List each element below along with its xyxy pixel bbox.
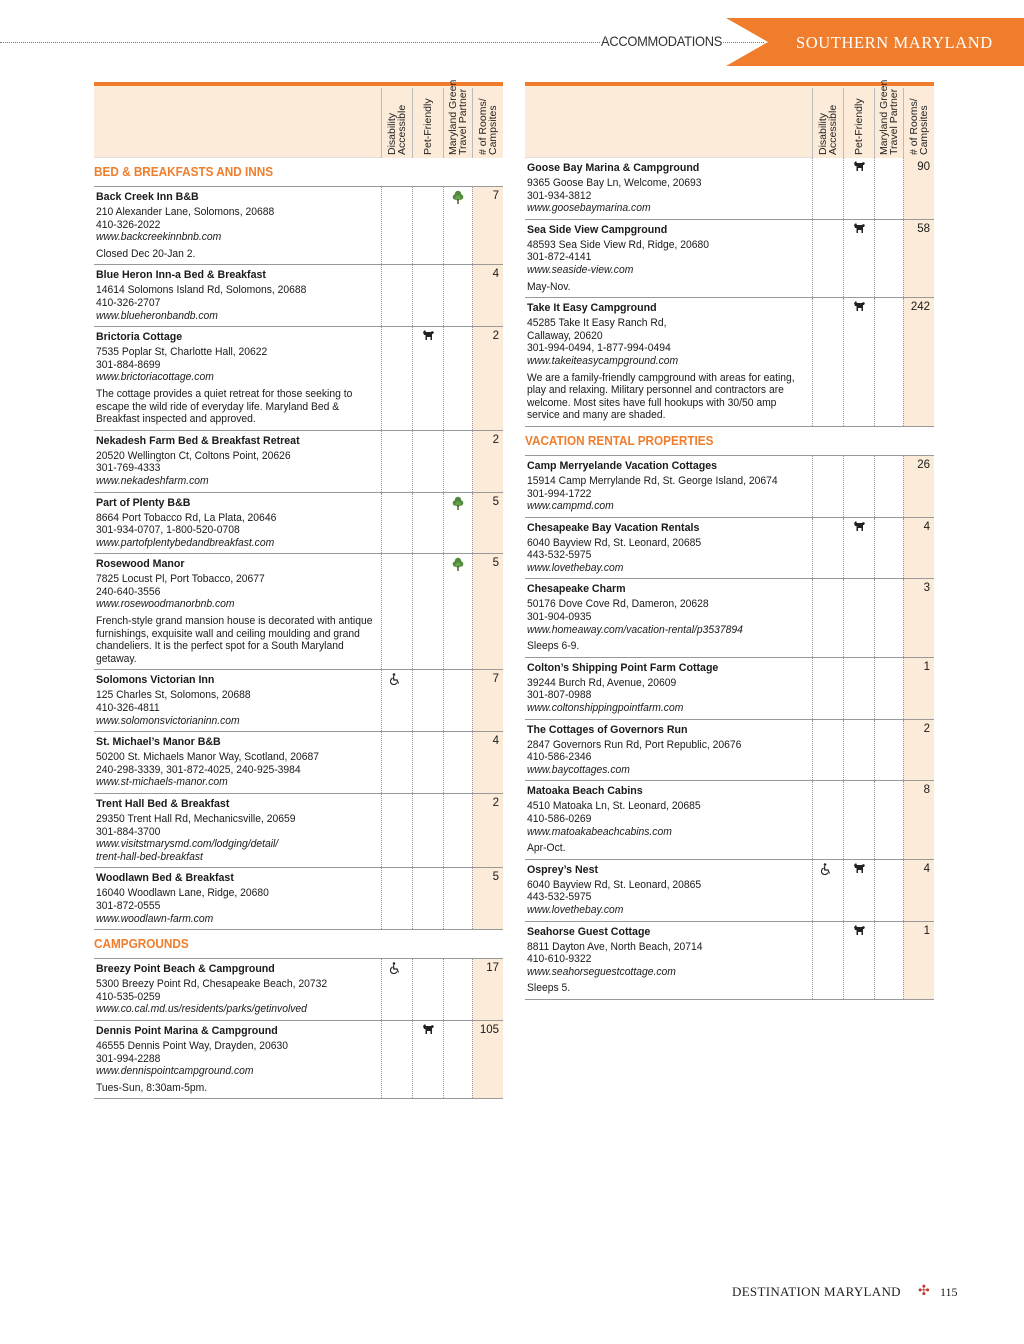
column-header-label: Pet-Friendly: [852, 98, 865, 155]
header-dotted-rule-2: [720, 42, 764, 43]
pet-cell: [412, 732, 443, 793]
listing-website-link[interactable]: www.baycottages.com: [527, 763, 630, 776]
listing-website-link[interactable]: www.lovethebay.com: [527, 561, 624, 574]
listing-details: [94, 327, 379, 430]
listing-phone: 301-994-0494, 1-877-994-0494: [527, 342, 671, 355]
listing-address: 50200 St. Michaels Manor Way, Scotland, 20687: [96, 751, 320, 764]
dog-icon: [853, 925, 866, 936]
green-cell: [443, 732, 472, 793]
listing-row: [94, 187, 503, 265]
accessible-cell: [812, 781, 843, 858]
green-cell: [443, 431, 472, 492]
listing-website-link[interactable]: www.campmd.com: [527, 500, 614, 513]
rooms-count: 4: [923, 520, 930, 533]
listing-row: [525, 298, 934, 427]
listing-website-link[interactable]: www.brictoriacottage.com: [96, 371, 214, 384]
green-cell: [443, 794, 472, 867]
listing-name: Osprey’s Nest: [527, 863, 599, 876]
listing-address: 15914 Camp Merrylande Rd, St. George Island, 20674: [527, 474, 778, 487]
column-header-rooms: [472, 88, 503, 158]
listing-row: [94, 265, 503, 327]
spacer: [96, 322, 379, 326]
pet-cell: [843, 781, 874, 858]
column-header-green-partner: [443, 79, 472, 158]
region-title: SOUTHERN MARYLAND: [796, 33, 993, 52]
listing-row: [525, 158, 934, 220]
accessible-cell: [381, 327, 412, 430]
rooms-count: 4: [492, 735, 499, 748]
listing-website-link[interactable]: www.seahorseguestcottage.com: [527, 965, 676, 978]
listing-phone: 301-884-3700: [96, 825, 161, 838]
listing-name: Blue Heron Inn-a Bed & Breakfast: [96, 269, 266, 282]
listing-details: [94, 431, 379, 492]
section-header-row: [94, 930, 503, 959]
table-header: [94, 79, 503, 158]
rooms-count: 3: [923, 582, 930, 595]
accessible-cell: [381, 265, 412, 326]
pet-cell: [412, 868, 443, 929]
section-header-row: [94, 158, 503, 187]
rooms-count: 8: [923, 784, 930, 797]
rooms-count: 58: [917, 222, 930, 235]
listing-website-link[interactable]: www.visitstmarysmd.com/lodging/detail/: [96, 838, 279, 851]
listing-website-link[interactable]: www.nekadeshfarm.com: [96, 474, 209, 487]
rooms-cell: [903, 298, 934, 426]
listing-row: [525, 860, 934, 922]
listing-note: The cottage provides a quiet retreat for those seeking to escape the wild ride of everyday life. Maryland Bed & Breakfast inspected and approved.: [96, 387, 353, 426]
listing-note: French-style grand mansion house is decorated with antique furnishings, exquisite wall and ceiling moulding and grand chandeliers. It is the perfect spot for a South Maryland getaway.: [96, 615, 373, 665]
listing-name: Brictoria Cottage: [96, 331, 183, 344]
accessible-cell: [812, 220, 843, 297]
listing-name: Take It Easy Campground: [527, 302, 657, 315]
accessible-cell: [381, 868, 412, 929]
listing-address: 20520 Wellington Ct, Coltons Point, 20626: [96, 449, 291, 462]
section-title: BED & BREAKFASTS AND INNS: [94, 165, 274, 179]
spacer: [96, 727, 379, 731]
listing-name: Sea Side View Campground: [527, 223, 668, 236]
spacer: [527, 715, 810, 719]
listing-details: [94, 1021, 379, 1098]
listing-details: [525, 922, 810, 999]
page-number: 115: [940, 1285, 958, 1299]
listing-address: 6040 Bayview Rd, St. Leonard, 20865: [527, 878, 702, 891]
green-cell: [874, 720, 903, 781]
listing-name: Breezy Point Beach & Campground: [96, 963, 275, 976]
rooms-cell: [472, 158, 503, 186]
spacer: [527, 513, 810, 517]
green-cell: [874, 579, 903, 656]
spacer: [96, 549, 379, 553]
accessible-cell: [812, 298, 843, 426]
listing-address: 50176 Dove Cove Rd, Dameron, 20628: [527, 598, 709, 611]
table-header: [525, 79, 934, 158]
rooms-count: 242: [910, 301, 930, 314]
flower-ornament-icon: ✣: [918, 1282, 930, 1298]
rooms-count: 17: [486, 962, 499, 975]
pet-cell: [412, 187, 443, 264]
spacer: [96, 789, 379, 793]
listing-row: [94, 327, 503, 431]
rooms-count: 5: [492, 871, 499, 884]
listing-name: Dennis Point Marina & Campground: [96, 1024, 278, 1037]
pet-cell: [843, 456, 874, 517]
rooms-count: 1: [923, 924, 930, 937]
listing-note: Sleeps 6-9.: [527, 640, 580, 653]
listing-address: 8811 Dayton Ave, North Beach, 20714: [527, 940, 703, 953]
listing-address: 7535 Poplar St, Charlotte Hall, 20622: [96, 346, 268, 359]
dog-icon: [853, 223, 866, 234]
listing-name: Colton’s Shipping Point Farm Cottage: [527, 661, 719, 674]
rooms-count: 7: [492, 190, 499, 202]
listing-table-left: [94, 79, 503, 1099]
column-header-label: # of Rooms/ Campsites: [907, 98, 930, 155]
rooms-count: 2: [492, 330, 499, 343]
column-header-accessible: [812, 88, 843, 158]
rooms-count: 1: [923, 660, 930, 673]
tree-icon: [452, 557, 464, 571]
listing-phone: 443-532-5975: [527, 549, 592, 562]
listing-details: [525, 220, 810, 297]
pet-cell: [843, 579, 874, 656]
spacer: [527, 776, 810, 780]
listing-row: [525, 579, 934, 657]
listing-row: [525, 220, 934, 298]
rooms-cell: [472, 327, 503, 430]
listing-note: We are a family-friendly campground with areas for eating, play and relaxing. Military personnel and contractors are welcome. Most sites have full hookups with 30/50 amp service and many are shaded.: [527, 371, 795, 422]
listing-address: 2847 Governors Run Rd, Port Republic, 20676: [527, 738, 742, 751]
green-cell: [874, 298, 903, 426]
listing-address: 125 Charles St, Solomons, 20688: [96, 689, 251, 702]
listing-details: [525, 456, 810, 517]
green-cell: [443, 670, 472, 731]
listing-phone: 301-769-4333: [96, 462, 161, 475]
listing-details: [525, 658, 810, 719]
listing-row: [94, 868, 503, 930]
dog-icon: [422, 330, 435, 341]
pet-cell: [412, 327, 443, 430]
listing-row: [94, 794, 503, 868]
pet-cell: [843, 658, 874, 719]
pet-cell: [412, 265, 443, 326]
listing-row: [94, 732, 503, 794]
listing-website-link[interactable]: www.woodlawn-farm.com: [96, 912, 214, 925]
accessible-cell: [381, 431, 412, 492]
listing-phone: 301-934-0707, 1-800-520-0708: [96, 524, 240, 537]
listing-website-link[interactable]: www.co.cal.md.us/residents/parks/getinvolved: [96, 1003, 307, 1016]
listing-row: [94, 959, 503, 1021]
rooms-count: 4: [923, 862, 930, 875]
dog-icon: [422, 1024, 435, 1035]
accessible-cell: [381, 794, 412, 867]
listing-row: [525, 658, 934, 720]
listing-phone: 410-326-4811: [96, 702, 160, 715]
accessible-cell: [812, 720, 843, 781]
green-cell: [443, 959, 472, 1020]
listing-address: 7825 Locust Pl, Port Tobacco, 20677: [96, 573, 265, 586]
column-header-label: # of Rooms/ Campsites: [476, 98, 499, 155]
listing-row: [525, 922, 934, 1000]
listing-address: Callaway, 20620: [527, 329, 603, 342]
listing-details: [525, 579, 810, 656]
listing-details: [94, 265, 379, 326]
dog-icon: [853, 521, 866, 532]
column-header-pet-friendly: [412, 88, 443, 158]
listing-note: Sleeps 5.: [527, 982, 571, 995]
listing-address: 9365 Goose Bay Ln, Welcome, 20693: [527, 177, 702, 189]
listing-website-link-cont[interactable]: trent-hall-bed-breakfast: [96, 850, 203, 863]
column-header-label: Disability Accessible: [385, 104, 408, 155]
listing-row: [94, 554, 503, 670]
listing-website-link[interactable]: www.matoakabeachcabins.com: [527, 825, 672, 838]
accessible-cell: [381, 732, 412, 793]
listing-details: [94, 794, 379, 867]
accessible-cell: [381, 493, 412, 554]
listing-address: 5300 Breezy Point Rd, Chesapeake Beach, 20732: [96, 978, 328, 991]
listing-details: [94, 187, 379, 264]
accessible-cell: [812, 579, 843, 656]
header-dotted-rule: [0, 42, 600, 43]
column-header-green-partner: [874, 79, 903, 158]
listing-phone: 301-994-2288: [96, 1052, 161, 1065]
green-cell: [443, 554, 472, 669]
listing-name: Woodlawn Bed & Breakfast: [96, 872, 234, 885]
wheelchair-icon: [821, 863, 832, 875]
listing-phone: 301-807-0988: [527, 689, 592, 702]
listing-phone: 410-586-2346: [527, 751, 592, 764]
spacer: [527, 917, 810, 921]
listing-address: 39244 Burch Rd, Avenue, 20609: [527, 676, 677, 689]
listing-row: [94, 670, 503, 732]
listing-details: [94, 670, 379, 731]
section-label: ACCOMMODATIONS: [601, 33, 723, 49]
pet-cell: [412, 959, 443, 1020]
listing-name: Goose Bay Marina & Campground: [527, 162, 700, 174]
listing-website-link[interactable]: www.partofplentybedandbreakfast.com: [96, 536, 275, 549]
listing-phone: 410-586-0269: [527, 813, 592, 825]
listing-name: Camp Merryelande Vacation Cottages: [527, 459, 718, 472]
dog-icon: [853, 161, 866, 172]
wheelchair-icon: [390, 962, 401, 974]
listing-details: [94, 868, 379, 929]
accessible-cell: [381, 187, 412, 264]
listing-row: [94, 431, 503, 493]
spacer: [96, 863, 379, 867]
pet-cell: [412, 431, 443, 492]
pet-cell: [412, 794, 443, 867]
green-cell: [874, 922, 903, 999]
listing-phone: 240-298-3339, 301-872-4025, 240-925-3984: [96, 763, 301, 776]
listing-phone: 301-994-1722: [527, 487, 592, 500]
listing-phone: 301-872-0555: [96, 899, 161, 912]
rooms-count: 90: [917, 161, 930, 173]
listing-website-link[interactable]: www.homeaway.com/vacation-rental/p3537894: [527, 623, 743, 636]
column-header-rooms: [903, 88, 934, 158]
listing-website-link[interactable]: www.lovethebay.com: [527, 903, 624, 916]
listing-details: [525, 860, 810, 921]
spacer: [527, 574, 810, 578]
listing-name: The Cottages of Governors Run: [527, 723, 688, 736]
listing-phone: 410-535-0259: [96, 990, 161, 1003]
pet-cell: [412, 670, 443, 731]
listing-website-link[interactable]: www.coltonshippingpointfarm.com: [527, 702, 684, 715]
tree-icon: [452, 496, 464, 510]
listing-table-right: [525, 79, 934, 1000]
listing-row: [525, 781, 934, 859]
rooms-count: 4: [492, 268, 499, 281]
accessible-cell: [381, 1021, 412, 1098]
listing-note: Closed Dec 20-Jan 2.: [96, 247, 196, 260]
listing-details: [94, 959, 379, 1020]
listing-name: Trent Hall Bed & Breakfast: [96, 798, 230, 810]
rooms-count: 7: [492, 673, 499, 686]
column-header-label: Maryland Green Travel Partner: [446, 79, 469, 155]
listing-name: Matoaka Beach Cabins: [527, 785, 643, 798]
rooms-count: 105: [479, 1023, 499, 1036]
listing-note: Tues-Sun, 8:30am-5pm.: [96, 1081, 208, 1094]
listing-note: Apr-Oct.: [527, 842, 566, 855]
listing-details: [525, 781, 810, 858]
green-cell: [874, 860, 903, 921]
listing-name: Solomons Victorian Inn: [96, 674, 215, 687]
pet-cell: [843, 720, 874, 781]
listing-name: Rosewood Manor: [96, 558, 185, 571]
listing-address: 48593 Sea Side View Rd, Ridge, 20680: [527, 238, 710, 251]
green-cell: [874, 658, 903, 719]
accessible-cell: [812, 658, 843, 719]
listing-address: 29350 Trent Hall Rd, Mechanicsville, 20659: [96, 813, 296, 825]
green-cell: [443, 1021, 472, 1098]
listing-name: Part of Plenty B&B: [96, 496, 191, 509]
green-cell: [874, 518, 903, 579]
green-cell: [874, 220, 903, 297]
listing-note: May-Nov.: [527, 280, 571, 293]
rooms-count: 2: [492, 797, 499, 809]
listing-phone: 410-326-2022: [96, 218, 161, 231]
tree-icon: [452, 190, 464, 204]
listing-details: [94, 732, 379, 793]
listing-website-link[interactable]: www.takeiteasycampground.com: [527, 354, 679, 367]
listing-phone: 443-532-5975: [527, 891, 592, 904]
green-cell: [874, 158, 903, 219]
listing-address: 14614 Solomons Island Rd, Solomons, 20688: [96, 284, 307, 297]
section-title: CAMPGROUNDS: [94, 937, 189, 952]
listing-details: [525, 518, 810, 579]
listing-website-link[interactable]: www.solomonsvictorianinn.com: [96, 714, 240, 727]
listing-details: [525, 298, 810, 426]
listing-website-link[interactable]: www.dennispointcampground.com: [96, 1065, 254, 1078]
listing-details: [525, 158, 810, 219]
rooms-cell: [472, 554, 503, 669]
listing-address: 6040 Bayview Rd, St. Leonard, 20685: [527, 536, 702, 549]
listing-row: [94, 493, 503, 555]
pet-cell: [412, 493, 443, 554]
spacer: [96, 1016, 379, 1020]
spacer: [96, 488, 379, 492]
listing-website-link[interactable]: www.rosewoodmanorbnb.com: [96, 598, 235, 611]
rooms-cell: [903, 427, 934, 455]
listing-address: 46555 Dennis Point Way, Drayden, 20630: [96, 1039, 288, 1052]
listing-address: 4510 Matoaka Ln, St. Leonard, 20685: [527, 800, 701, 813]
listing-phone: 301-884-8699: [96, 358, 161, 371]
green-cell: [874, 781, 903, 858]
accessible-cell: [812, 518, 843, 579]
listing-row: [525, 518, 934, 580]
column-header-label: Disability Accessible: [816, 104, 839, 155]
dog-icon: [853, 863, 866, 874]
pet-cell: [843, 298, 874, 426]
listing-address: 45285 Take It Easy Ranch Rd,: [527, 317, 667, 330]
listing-phone: 301-934-3812: [527, 189, 592, 202]
listing-name: St. Michael’s Manor B&B: [96, 736, 221, 749]
rooms-count: 2: [923, 722, 930, 735]
listing-website-link[interactable]: www.st-michaels-manor.com: [96, 776, 228, 789]
dog-icon: [853, 301, 866, 312]
spacer: [96, 925, 379, 929]
listing-name: Chesapeake Charm: [527, 583, 626, 596]
listing-website-link[interactable]: www.blueheronbandb.com: [96, 309, 218, 322]
column-header-pet-friendly: [843, 88, 874, 158]
column-header-label: Maryland Green Travel Partner: [877, 79, 900, 155]
rooms-cell: [472, 930, 503, 958]
listing-address: 16040 Woodlawn Lane, Ridge, 20680: [96, 887, 269, 900]
green-cell: [443, 868, 472, 929]
listing-address: 8664 Port Tobacco Rd, La Plata, 20646: [96, 511, 277, 524]
rooms-count: 5: [492, 557, 499, 570]
listing-details: [94, 554, 379, 669]
listing-name: Nekadesh Farm Bed & Breakfast Retreat: [96, 434, 300, 447]
section-title: VACATION RENTAL PROPERTIES: [525, 433, 714, 448]
rooms-count: 2: [492, 433, 499, 446]
listing-website-link[interactable]: www.goosebaymarina.com: [527, 202, 651, 215]
wheelchair-icon: [390, 673, 401, 685]
section-header-row: [525, 427, 934, 456]
green-cell: [443, 327, 472, 430]
listing-website-link[interactable]: www.seaside-view.com: [527, 263, 634, 276]
listing-row: [525, 720, 934, 782]
pet-cell: [412, 554, 443, 669]
footer-publication: DESTINATION MARYLAND: [732, 1284, 901, 1299]
listing-details: [525, 720, 810, 781]
accessible-cell: [381, 554, 412, 669]
accessible-cell: [812, 158, 843, 219]
listing-row: [94, 1021, 503, 1099]
listing-address: 210 Alexander Lane, Solomons, 20688: [96, 206, 275, 218]
listing-name: Chesapeake Bay Vacation Rentals: [527, 521, 700, 534]
spacer: [527, 215, 810, 219]
listing-name: Seahorse Guest Cottage: [527, 925, 651, 938]
listing-row: [525, 456, 934, 518]
listing-phone: 301-904-0935: [527, 611, 592, 624]
listing-details: [94, 493, 379, 554]
column-header-accessible: [381, 88, 412, 158]
listing-phone: 240-640-3556: [96, 585, 161, 598]
listing-name: Back Creek Inn B&B: [96, 191, 199, 203]
green-cell: [443, 265, 472, 326]
accessible-cell: [812, 922, 843, 999]
rooms-count: 5: [492, 495, 499, 508]
listing-phone: 301-872-4141: [527, 251, 592, 264]
listing-phone: 410-326-2707: [96, 296, 161, 309]
accessible-cell: [812, 456, 843, 517]
listing-website-link[interactable]: www.backcreekinnbnb.com: [96, 231, 222, 244]
green-cell: [874, 456, 903, 517]
column-header-label: Pet-Friendly: [421, 98, 434, 155]
rooms-count: 26: [917, 458, 930, 471]
listing-phone: 410-610-9322: [527, 953, 592, 966]
